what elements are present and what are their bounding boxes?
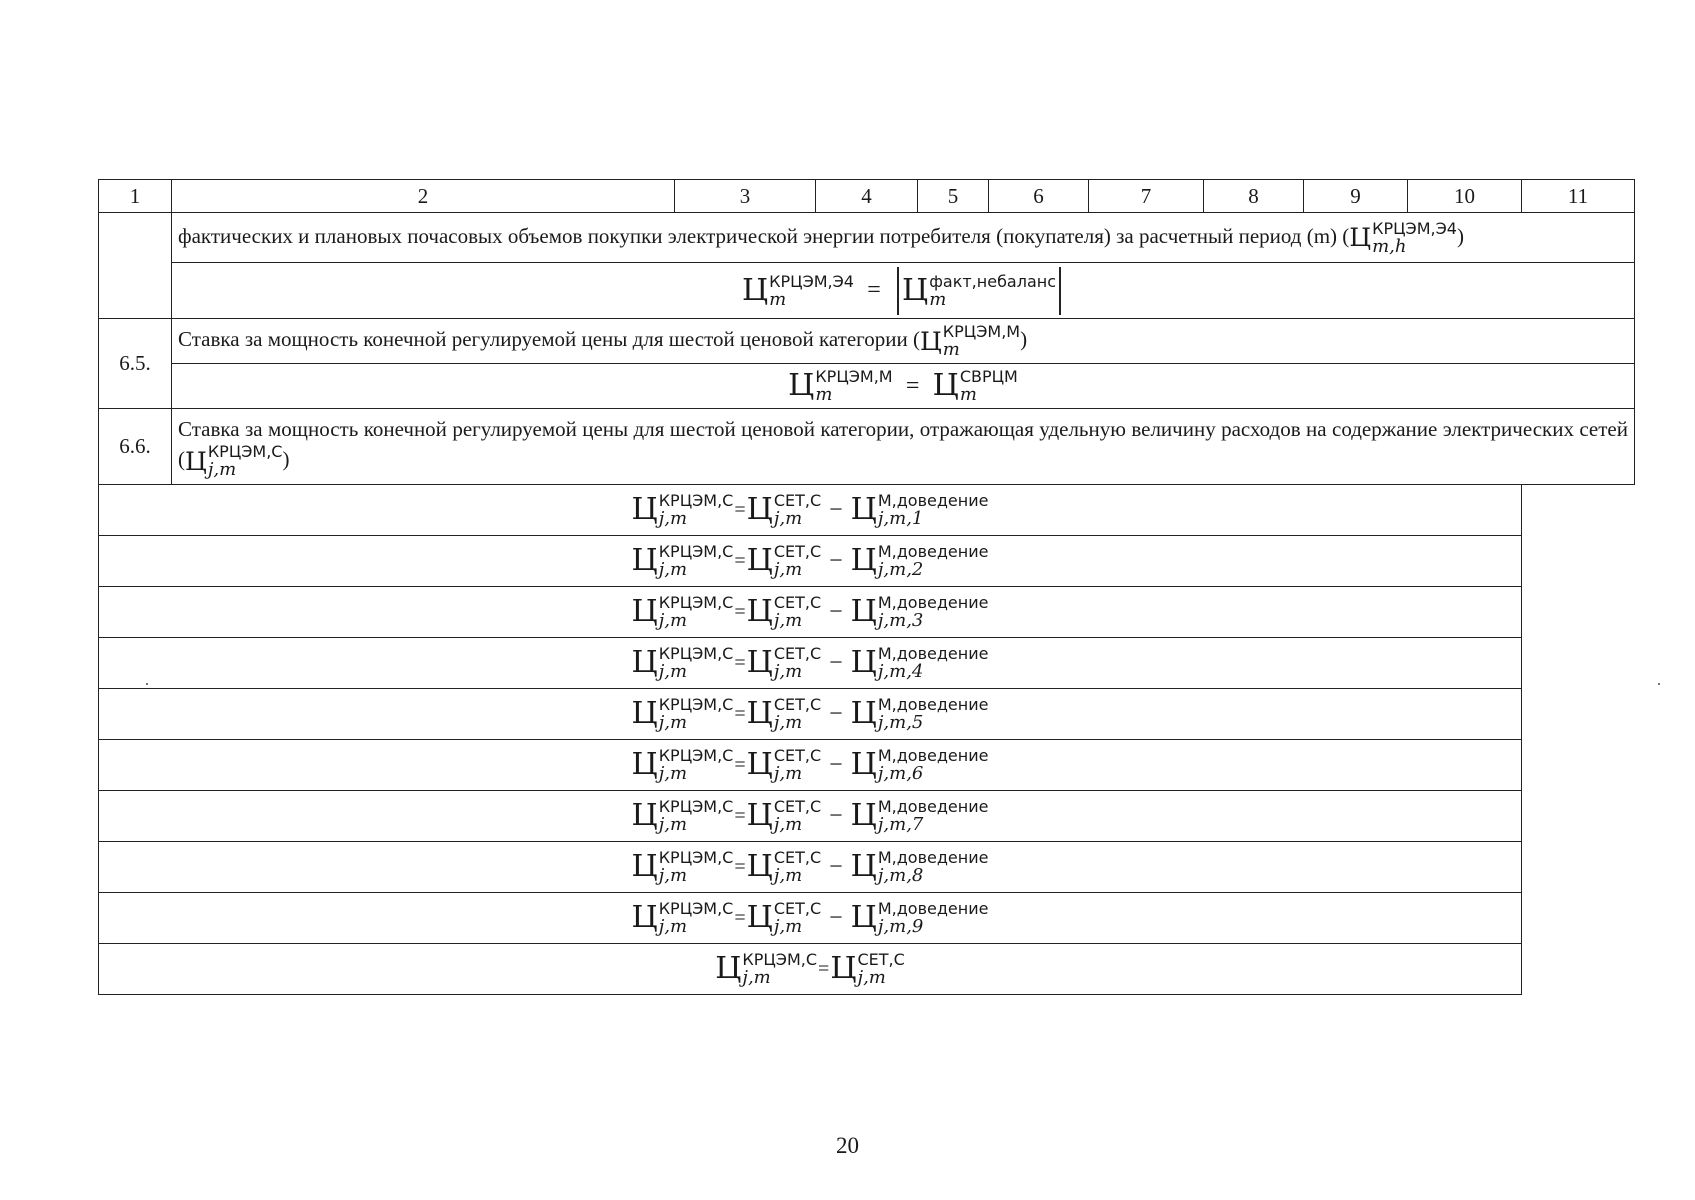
sup-sub — [878, 747, 989, 783]
sup-sub — [943, 323, 1020, 359]
table-row — [99, 791, 1635, 842]
subscript: j,m,9 — [877, 916, 924, 937]
price-symbol: Ц — [830, 951, 857, 986]
table-row — [99, 893, 1635, 944]
subscript: j,m — [773, 865, 803, 886]
table-row — [99, 263, 1635, 319]
scan-dot — [146, 683, 148, 685]
superscript: КРЦЭМ,Э4 — [769, 271, 854, 291]
price-symbol: Ц — [746, 900, 773, 935]
formula-66-9 — [99, 893, 1522, 944]
superscript: факт,небаланс — [929, 271, 1057, 291]
minus-sign: − — [829, 598, 843, 625]
closing-paren: ) — [282, 446, 290, 471]
superscript: СЕТ,С — [773, 848, 822, 867]
price-symbol: Ц — [746, 747, 773, 782]
equals-sign: = — [734, 855, 746, 878]
price-symbol: Ц — [715, 951, 742, 986]
subscript: j,m — [658, 559, 688, 580]
subscript: j,m — [773, 559, 803, 580]
sup-sub — [208, 443, 283, 479]
price-symbol: Ц — [746, 492, 773, 527]
price-symbol: Ц — [185, 446, 207, 476]
closing-paren: ) — [1020, 326, 1028, 351]
col-header-4: 4 — [816, 180, 918, 213]
superscript: КРЦЭМ,С — [658, 644, 734, 663]
superscript: КРЦЭМ,С — [658, 746, 734, 765]
subscript: j,m,3 — [877, 610, 924, 631]
superscript: М,доведение — [877, 746, 989, 765]
superscript: М,доведение — [877, 848, 989, 867]
subscript: j,m — [742, 967, 771, 988]
table-row — [99, 842, 1635, 893]
price-symbol: Ц — [631, 900, 658, 935]
equals-sign: = — [734, 702, 746, 725]
sup-sub — [659, 900, 734, 936]
price-symbol: Ц — [850, 747, 877, 782]
item-66-text-cell — [172, 409, 1635, 485]
col-header-3: 3 — [675, 180, 816, 213]
price-symbol: Ц — [631, 492, 658, 527]
price-symbol: Ц — [631, 645, 658, 680]
formula-66-5 — [99, 689, 1522, 740]
sup-sub — [878, 492, 989, 528]
sup-sub — [769, 273, 854, 309]
abs-bar-right — [1059, 267, 1061, 315]
price-symbol: Ц — [631, 849, 658, 884]
item-65-text-cell — [172, 319, 1635, 364]
superscript: СЕТ,С — [773, 491, 822, 510]
table-row — [99, 409, 1635, 485]
superscript: КРЦЭМ,С — [658, 542, 734, 561]
table-row — [99, 944, 1635, 995]
subscript: j,m,4 — [877, 661, 924, 682]
price-symbol: Ц — [631, 747, 658, 782]
price-symbol: Ц — [850, 696, 877, 731]
superscript: КРЦЭМ,С — [658, 491, 734, 510]
superscript: КРЦЭМ,С — [658, 593, 734, 612]
price-symbol: Ц — [919, 326, 942, 356]
sup-sub — [659, 798, 734, 834]
subscript: m — [959, 384, 977, 405]
formula-66-6 — [99, 740, 1522, 791]
equals-sign: = — [905, 372, 920, 399]
subscript: j,m — [658, 916, 688, 937]
superscript: КРЦЭМ,С — [658, 797, 734, 816]
minus-sign: − — [829, 496, 843, 523]
equals-sign: = — [734, 906, 746, 929]
formula-66-8 — [99, 842, 1522, 893]
price-symbol: Ц — [902, 272, 929, 308]
formula-list-66 — [99, 485, 1635, 944]
sup-sub — [659, 696, 734, 732]
column-number-row — [99, 180, 1635, 213]
superscript: КРЦЭМ,С — [742, 950, 818, 969]
price-symbol: Ц — [746, 543, 773, 578]
sup-sub — [878, 900, 989, 936]
subscript: j,m — [773, 814, 803, 835]
superscript: М,доведение — [877, 899, 989, 918]
subscript: j,m — [207, 459, 237, 480]
col-header-10: 10 — [1408, 180, 1522, 213]
price-symbol: Ц — [741, 272, 769, 308]
subscript: m — [815, 384, 833, 405]
equals-sign: = — [734, 600, 746, 623]
subscript: j,m — [773, 712, 803, 733]
price-symbol: Ц — [850, 645, 877, 680]
subscript: j,m — [773, 508, 803, 529]
subscript: m — [942, 339, 960, 360]
table-row — [99, 364, 1635, 409]
col-header-5: 5 — [918, 180, 989, 213]
superscript: М,доведение — [877, 542, 989, 561]
subscript: j,m,1 — [877, 508, 924, 529]
superscript: КРЦЭМ,С — [207, 442, 283, 461]
price-symbol: Ц — [746, 645, 773, 680]
price-symbol: Ц — [850, 849, 877, 884]
subscript: j,m,6 — [877, 763, 924, 784]
subscript: j,m — [658, 763, 688, 784]
col-header-6: 6 — [989, 180, 1089, 213]
subscript: m — [769, 288, 787, 310]
item-65-text: Ставка за мощность конечной регулируемой цены для шестой ценовой категории ( — [178, 326, 920, 351]
superscript: СЕТ,С — [773, 593, 822, 612]
table-row — [99, 319, 1635, 364]
price-symbol: Ц — [746, 798, 773, 833]
sup-sub — [659, 747, 734, 783]
intro-text-cell — [172, 213, 1635, 263]
sup-sub — [878, 645, 989, 681]
superscript: М,доведение — [877, 593, 989, 612]
formula-65 — [172, 364, 1635, 409]
subscript: j,m — [658, 661, 688, 682]
superscript: КРЦЭМ,Э4 — [1372, 218, 1457, 238]
subscript: j,m — [658, 712, 688, 733]
superscript: КРЦЭМ,М — [815, 367, 893, 386]
subscript: m,h — [1372, 235, 1407, 257]
subscript: j,m,7 — [877, 814, 924, 835]
col-header-7: 7 — [1089, 180, 1204, 213]
table-row — [99, 740, 1635, 791]
superscript: СЕТ,С — [773, 797, 822, 816]
superscript: СЕТ,С — [773, 542, 822, 561]
tariff-table — [98, 179, 1635, 995]
superscript: СЕТ,С — [773, 899, 822, 918]
superscript: М,доведение — [877, 695, 989, 714]
price-symbol: Ц — [631, 594, 658, 629]
sup-sub — [659, 849, 734, 885]
formula-66-final — [99, 944, 1522, 995]
formula-e4 — [172, 263, 1635, 319]
minus-sign: − — [829, 700, 843, 727]
minus-sign: − — [829, 802, 843, 829]
sup-sub — [815, 368, 892, 404]
col-header-1: 1 — [99, 180, 172, 213]
subscript: j,m — [658, 814, 688, 835]
formula-66-1 — [99, 485, 1522, 536]
price-symbol: Ц — [850, 594, 877, 629]
item-number-cell — [99, 213, 172, 319]
table-row — [99, 689, 1635, 740]
superscript: М,доведение — [877, 491, 989, 510]
sup-sub — [742, 951, 817, 987]
scan-dot — [1658, 683, 1660, 685]
sup-sub — [659, 492, 734, 528]
sup-sub — [659, 594, 734, 630]
superscript: СЕТ,С — [773, 746, 822, 765]
equals-sign: = — [734, 651, 746, 674]
formula-66-7 — [99, 791, 1522, 842]
equals-sign: = — [734, 549, 746, 572]
price-symbol: Ц — [850, 543, 877, 578]
table-row — [99, 587, 1635, 638]
subscript: j,m — [658, 610, 688, 631]
superscript: КРЦЭМ,С — [658, 848, 734, 867]
subscript: j,m,8 — [877, 865, 924, 886]
subscript: j,m — [658, 865, 688, 886]
page-number: 20 — [836, 1133, 859, 1158]
sup-sub — [1372, 220, 1457, 256]
superscript: СЕТ,С — [773, 695, 822, 714]
price-symbol: Ц — [631, 543, 658, 578]
superscript: КРЦЭМ,С — [658, 695, 734, 714]
price-symbol: Ц — [746, 849, 773, 884]
minus-sign: − — [829, 853, 843, 880]
sup-sub — [857, 951, 904, 987]
item-number: 6.6. — [99, 409, 172, 485]
table-row — [99, 213, 1635, 263]
minus-sign: − — [829, 904, 843, 931]
subscript: j,m — [773, 610, 803, 631]
table-row — [99, 638, 1635, 689]
sup-sub — [774, 849, 821, 885]
sup-sub — [878, 849, 989, 885]
price-symbol: Ц — [850, 900, 877, 935]
minus-sign: − — [829, 751, 843, 778]
sup-sub — [878, 798, 989, 834]
price-symbol: Ц — [788, 368, 815, 403]
formula-66-3 — [99, 587, 1522, 638]
formula-66-4 — [99, 638, 1522, 689]
sup-sub — [878, 594, 989, 630]
table-row — [99, 536, 1635, 587]
sup-sub — [659, 645, 734, 681]
equals-sign: = — [734, 753, 746, 776]
sup-sub — [774, 492, 821, 528]
price-symbol: Ц — [932, 368, 959, 403]
col-header-11: 11 — [1522, 180, 1635, 213]
minus-sign: − — [829, 547, 843, 574]
price-symbol: Ц — [746, 594, 773, 629]
price-symbol: Ц — [1349, 223, 1372, 252]
sup-sub — [960, 368, 1018, 404]
superscript: СЕТ,С — [857, 950, 905, 969]
subscript: j,m — [658, 508, 688, 529]
sup-sub — [774, 900, 821, 936]
item-66-text: Ставка за мощность конечной регулируемой цены для шестой ценовой категории, отражающая удельную величину расходов на содержание электрических сетей ( — [178, 417, 1628, 471]
subscript: j,m — [773, 661, 803, 682]
subscript: j,m — [773, 763, 803, 784]
subscript: m — [929, 288, 947, 310]
item-number: 6.5. — [99, 319, 172, 409]
equals-sign: = — [867, 277, 881, 303]
sup-sub — [774, 645, 821, 681]
equals-sign: = — [734, 498, 746, 521]
price-symbol: Ц — [746, 696, 773, 731]
superscript: КРЦЭМ,С — [658, 899, 734, 918]
superscript: КРЦЭМ,М — [942, 322, 1021, 341]
table-row — [99, 485, 1635, 536]
subscript: j,m — [857, 967, 886, 988]
sup-sub — [878, 543, 989, 579]
price-symbol: Ц — [631, 696, 658, 731]
col-header-2: 2 — [172, 180, 675, 213]
intro-text: фактических и плановых почасовых объемов покупки электрической энергии потребителя (покупателя) за расчетный период (m) ( — [178, 223, 1350, 248]
price-symbol: Ц — [850, 492, 877, 527]
col-header-8: 8 — [1204, 180, 1304, 213]
equals-sign: = — [818, 957, 830, 980]
subscript: j,m,5 — [877, 712, 924, 733]
sup-sub — [929, 273, 1056, 309]
minus-sign: − — [829, 649, 843, 676]
price-symbol: Ц — [631, 798, 658, 833]
abs-bar-left — [897, 267, 899, 315]
formula-66-2 — [99, 536, 1522, 587]
sup-sub — [659, 543, 734, 579]
sup-sub — [774, 543, 821, 579]
equals-sign: = — [734, 804, 746, 827]
subscript: j,m,2 — [877, 559, 924, 580]
superscript: М,доведение — [877, 797, 989, 816]
sup-sub — [774, 696, 821, 732]
superscript: М,доведение — [877, 644, 989, 663]
sup-sub — [774, 594, 821, 630]
col-header-9: 9 — [1304, 180, 1408, 213]
price-symbol: Ц — [850, 798, 877, 833]
sup-sub — [774, 747, 821, 783]
superscript: СЕТ,С — [773, 644, 822, 663]
subscript: j,m — [773, 916, 803, 937]
superscript: СВРЦМ — [959, 367, 1018, 386]
sup-sub — [878, 696, 989, 732]
closing-paren: ) — [1456, 223, 1464, 248]
sup-sub — [774, 798, 821, 834]
